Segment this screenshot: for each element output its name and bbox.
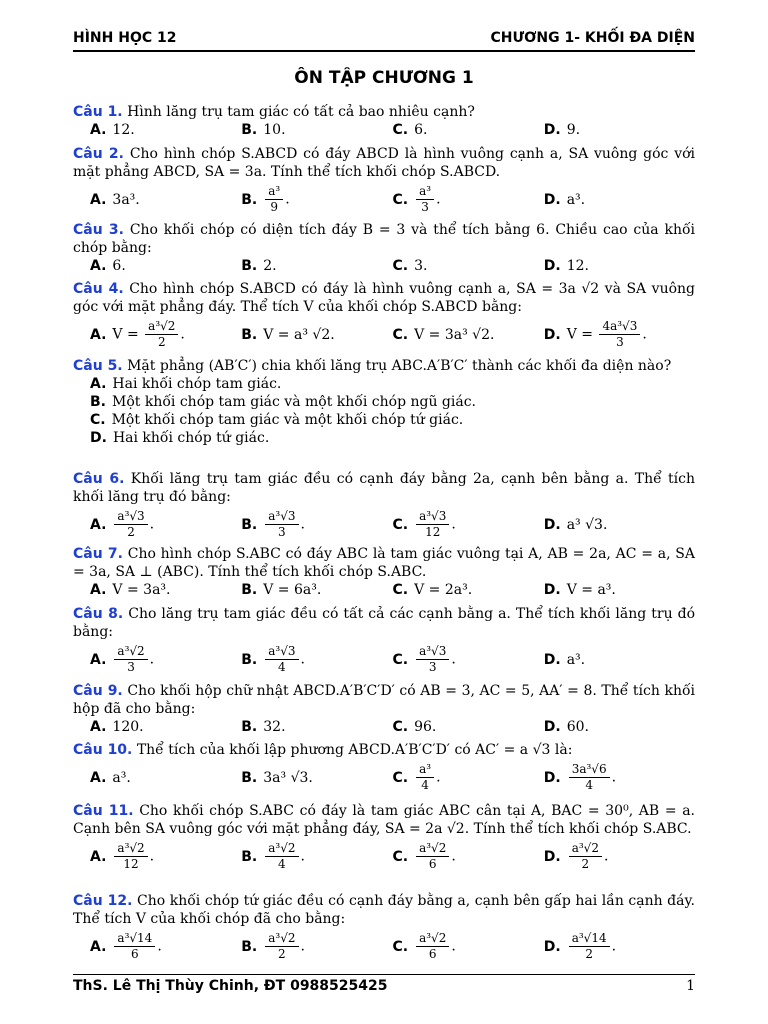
fraction-numerator: a³√3 (114, 509, 147, 525)
question-number: Câu 8. (73, 606, 124, 622)
option-d[interactable]: D. $\frac{\text{3a³√6}}{4}$ . (543, 762, 617, 792)
option-row (90, 841, 695, 872)
option-b[interactable]: B. 2. (241, 258, 277, 274)
fraction (416, 644, 449, 675)
option-row (90, 257, 695, 275)
fraction-denominator: 6 (428, 947, 437, 961)
question-number: Câu 7. (73, 546, 123, 562)
fraction-denominator: 3 (428, 660, 437, 674)
fraction-denominator: 6 (428, 857, 437, 871)
question-2 (73, 145, 695, 215)
option-b[interactable]: B. 10. (241, 122, 286, 138)
option-row (90, 581, 695, 599)
option-a[interactable]: A. a³. (90, 769, 131, 786)
question-4 (73, 280, 695, 350)
option-c[interactable]: C. 6. (392, 122, 428, 138)
question-text: Cho khối chóp S.ABC có đáy là tam giác ABC cân tại A, BAC = 30⁰, AB = a. Cạnh bên SA vuông góc với mặt phẳng đáy, SA = 2a √2. Tính thể tích khối chóp S.ABC. (73, 803, 695, 837)
option-c[interactable]: C. V = 2a³. (392, 582, 473, 598)
fraction-numerator: a³√2 (145, 319, 178, 335)
fraction-numerator: a³ (265, 184, 283, 200)
question-number: Câu 6. (73, 471, 125, 487)
fraction (114, 644, 147, 675)
fraction-denominator: 12 (123, 857, 139, 871)
question-text: Khối lăng trụ tam giác đều có cạnh đáy bằng 2a, cạnh bên bằng a. Thể tích khối lăng trụ đó bằng: (73, 471, 695, 505)
option-row (90, 718, 695, 736)
question-number: Câu 12. (73, 893, 133, 909)
fraction-numerator: a³√3 (265, 644, 298, 660)
option-a[interactable]: A. V = $\frac{\text{a³√2}}{2}$ . (90, 319, 185, 349)
option-c[interactable]: C. $\frac{\text{a³}}{3}$ . (392, 184, 441, 214)
question-12 (73, 892, 695, 962)
option-a[interactable]: A. $\frac{\text{a³√2}}{3}$ . (90, 644, 155, 674)
header-chapter: CHƯƠNG 1- KHỐI ĐA DIỆN (490, 30, 695, 46)
option-row (90, 644, 695, 675)
option-d[interactable]: D. a³. (543, 191, 586, 208)
option-c[interactable]: C. 3. (392, 258, 428, 274)
question-number: Câu 1. (73, 104, 123, 120)
fraction (416, 509, 449, 540)
fraction-numerator: a³ (416, 762, 434, 778)
question-text: Cho hình chóp S.ABC có đáy ABC là tam giác vuông tại A, AB = 2a, AC = a, SA = 3a, SA ⊥ (ABC). Tính thể tích khối chóp S.ABC. (73, 546, 696, 580)
option-row (90, 762, 695, 793)
option-b[interactable]: B. Một khối chóp tam giác và một khối chóp ngũ giác. (90, 394, 477, 410)
option-b[interactable]: B. V = 6a³. (241, 582, 322, 598)
question-8 (73, 605, 695, 675)
option-d[interactable]: D. V = a³. (543, 582, 616, 598)
question-11 (73, 802, 695, 872)
option-b[interactable]: B. $\frac{\text{a³√3}}{4}$ . (241, 644, 305, 674)
option-d[interactable]: D. $\frac{\text{a³√14}}{2}$ . (543, 931, 617, 961)
option-d[interactable]: D. V = $\frac{\text{4a³√3}}{3}$ . (543, 319, 647, 349)
fraction-numerator: a³√2 (569, 841, 602, 857)
fraction-numerator: a³√14 (569, 931, 610, 947)
question-text: Thể tích của khối lập phương ABCD.A′B′C′D′ có AC′ = a √3 là: (136, 742, 573, 758)
fraction (114, 931, 155, 962)
fraction-denominator: 2 (278, 947, 286, 961)
fraction (265, 931, 298, 962)
question-number: Câu 11. (73, 803, 134, 819)
fraction-numerator: 4a³√3 (599, 319, 640, 335)
option-b[interactable]: B. 3a³ √3. (241, 769, 313, 786)
question-number: Câu 9. (73, 683, 123, 699)
question-5 (73, 357, 695, 447)
option-a[interactable]: A. 12. (90, 122, 135, 138)
question-text: Cho khối hộp chữ nhật ABCD.A′B′C′D′ có AB = 3, AC = 5, AA′ = 8. Thể tích khối hộp đã cho bằng: (73, 683, 696, 717)
fraction-denominator: 2 (581, 857, 590, 871)
fraction-numerator: a³√3 (416, 644, 449, 660)
option-a[interactable]: A. Hai khối chóp tam giác. (90, 376, 282, 392)
fraction-denominator: 2 (585, 947, 593, 961)
option-a[interactable]: A. 6. (90, 258, 126, 274)
option-c[interactable]: C. 96. (392, 719, 437, 735)
fraction (599, 319, 640, 350)
fraction-denominator: 2 (157, 335, 166, 349)
question-text: Mặt phẳng (AB′C′) chia khối lăng trụ ABC.A′B′C′ thành các khối đa diện nào? (127, 358, 672, 374)
fraction-denominator: 2 (127, 525, 135, 539)
question-text: Hình lăng trụ tam giác có tất cả bao nhiêu cạnh? (127, 104, 475, 120)
fraction (265, 644, 298, 675)
option-a[interactable]: A. 3a³. (90, 191, 140, 208)
question-3 (73, 221, 695, 275)
question-text: Cho khối chóp tứ giác đều có cạnh đáy bằng a, cạnh bên gấp hai lần cạnh đáy. Thể tích V của khối chóp đã cho bằng: (73, 893, 695, 927)
option-b[interactable]: B. $\frac{\text{a³√3}}{3}$ . (241, 509, 305, 539)
fraction-denominator: 12 (425, 525, 441, 539)
fraction-numerator: a³√2 (416, 841, 449, 857)
fraction-denominator: 6 (131, 947, 139, 961)
fraction (265, 841, 298, 872)
fraction (265, 509, 298, 540)
page-footer (73, 974, 695, 994)
option-row (90, 931, 695, 962)
fraction-denominator: 3 (616, 335, 624, 349)
fraction-denominator: 3 (278, 525, 286, 539)
question-number: Câu 10. (73, 742, 133, 758)
option-c[interactable]: C. $\frac{\text{a³√2}}{6}$ . (392, 841, 456, 871)
option-a[interactable]: A. 120. (90, 719, 144, 735)
option-c[interactable]: C. $\frac{\text{a³√3}}{3}$ . (392, 644, 456, 674)
fraction-numerator: a³√14 (114, 931, 155, 947)
fraction-numerator: a³√2 (265, 841, 298, 857)
fraction (265, 184, 283, 215)
option-d[interactable]: D. a³ √3. (543, 516, 608, 533)
option-a[interactable]: A. $\frac{\text{a³√2}}{12}$ . (90, 841, 155, 871)
question-number: Câu 2. (73, 146, 124, 162)
question-text: Cho hình chóp S.ABCD có đáy ABCD là hình vuông cạnh a, SA vuông góc với mặt phẳng ABCD, SA = 3a. Tính thể tích khối chóp S.ABCD. (73, 146, 696, 180)
option-d[interactable]: D. 12. (543, 258, 589, 274)
fraction-numerator: a³√2 (416, 931, 449, 947)
option-row (90, 121, 695, 139)
question-number: Câu 4. (73, 281, 124, 297)
option-row (90, 509, 695, 540)
fraction-numerator: a³√2 (114, 644, 147, 660)
option-b[interactable]: B. V = a³ √2. (241, 326, 335, 343)
fraction (114, 841, 147, 872)
fraction (569, 762, 610, 793)
fraction-denominator: 3 (421, 200, 429, 214)
fraction-denominator: 9 (270, 200, 279, 214)
option-b[interactable]: B. $\frac{\text{a³√2}}{4}$ . (241, 841, 305, 871)
fraction-denominator: 3 (127, 660, 135, 674)
question-10 (73, 741, 695, 793)
page-title: ÔN TẬP CHƯƠNG 1 (294, 68, 474, 88)
question-text: Cho lăng trụ tam giác đều có tất cả các cạnh bằng a. Thể tích khối lăng trụ đó bằng: (73, 606, 696, 640)
fraction-denominator: 4 (278, 857, 286, 871)
option-row (90, 184, 695, 215)
option-c[interactable]: C. $\frac{\text{a³√2}}{6}$ . (392, 931, 456, 961)
fraction (569, 841, 602, 872)
option-a[interactable]: A. V = 3a³. (90, 582, 171, 598)
fraction (145, 319, 178, 350)
option-a[interactable]: A. $\frac{\text{a³√3}}{2}$ . (90, 509, 155, 539)
option-c[interactable]: C. $\frac{\text{a³√3}}{12}$ . (392, 509, 456, 539)
option-b[interactable]: B. $\frac{\text{a³}}{9}$ . (241, 184, 290, 214)
fraction (416, 762, 434, 793)
question-number: Câu 3. (73, 222, 124, 238)
question-text: Cho hình chóp S.ABCD có đáy là hình vuông cạnh a, SA = 3a √2 và SA vuông góc với mặt phẳng đáy. Thể tích V của khối chóp S.ABCD bằng: (73, 281, 695, 315)
fraction-numerator: a³√2 (114, 841, 147, 857)
option-c[interactable]: C. $\frac{\text{a³}}{4}$ . (392, 762, 441, 792)
page-number: 1 (686, 978, 695, 994)
fraction (114, 509, 147, 540)
header-subject: HÌNH HỌC 12 (73, 30, 177, 46)
fraction-numerator: a³√2 (265, 931, 298, 947)
option-d[interactable]: D. Hai khối chóp tứ giác. (90, 430, 270, 446)
option-d[interactable]: D. $\frac{\text{a³√2}}{2}$ . (543, 841, 609, 871)
fraction (569, 931, 610, 962)
option-c[interactable]: C. Một khối chóp tam giác và một khối chóp tứ giác. (90, 412, 464, 428)
question-number: Câu 5. (73, 358, 123, 374)
question-9 (73, 682, 695, 736)
fraction-denominator: 4 (278, 660, 286, 674)
option-d[interactable]: D. a³. (543, 651, 586, 668)
option-d[interactable]: D. 60. (543, 719, 589, 735)
footer-author: ThS. Lê Thị Thùy Chinh, ĐT 0988525425 (73, 978, 388, 994)
question-7 (73, 545, 695, 599)
fraction (416, 184, 434, 215)
fraction-numerator: a³√3 (265, 509, 298, 525)
fraction-numerator: a³ (416, 184, 434, 200)
fraction-denominator: 4 (585, 778, 593, 792)
option-c[interactable]: C. V = 3a³ √2. (392, 326, 495, 343)
option-a[interactable]: A. $\frac{\text{a³√14}}{6}$ . (90, 931, 162, 961)
question-6 (73, 470, 695, 540)
fraction-numerator: a³√3 (416, 509, 449, 525)
option-b[interactable]: B. $\frac{\text{a³√2}}{2}$ . (241, 931, 305, 961)
option-row (90, 319, 695, 350)
question-text: Cho khối chóp có diện tích đáy B = 3 và thể tích bằng 6. Chiều cao của khối chóp bằng: (73, 222, 696, 256)
option-d[interactable]: D. 9. (543, 122, 581, 138)
question-1 (73, 103, 695, 139)
fraction-denominator: 4 (421, 778, 429, 792)
fraction (416, 931, 449, 962)
page-header (73, 24, 695, 52)
option-b[interactable]: B. 32. (241, 719, 286, 735)
option-list (90, 375, 695, 447)
fraction (416, 841, 449, 872)
fraction-numerator: 3a³√6 (569, 762, 610, 778)
